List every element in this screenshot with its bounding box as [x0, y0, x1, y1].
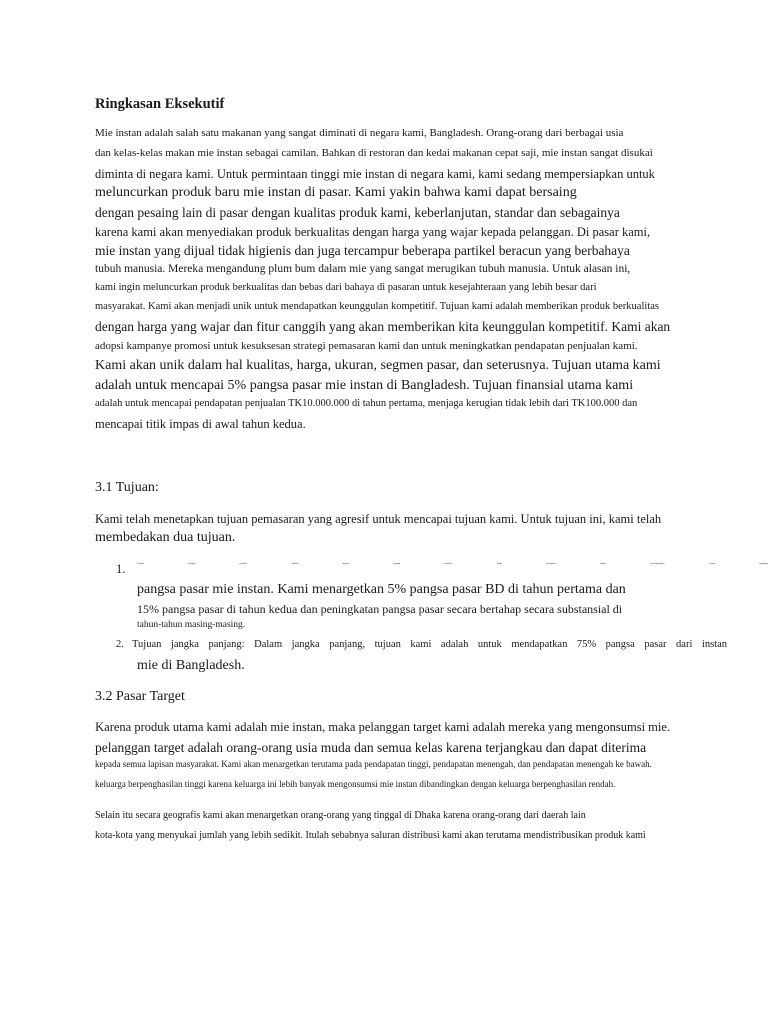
summary-line: adalah untuk mencapai 5% pangsa pasar mie instan di Bangladesh. Tujuan finansial utama kami — [95, 378, 634, 393]
tujuan-intro-line: Kami telah menetapkan tujuan pemasaran yang agresif untuk mencapai tujuan kami. Untuk tujuan ini, kami telah — [95, 512, 662, 526]
summary-line: dengan pesaing lain di pasar dengan kualitas produk kami, keberlanjutan, standar dan sebagainya — [95, 205, 620, 220]
list-item-line: mie di Bangladesh. — [137, 658, 245, 673]
summary-line: adalah untuk mencapai pendapatan penjualan TK10.000.000 di tahun pertama, menjaga kerugian tidak lebih dari TK100.000 dan — [95, 398, 638, 409]
summary-line: Mie instan adalah salah satu makanan yang sangat diminati di negara kami, Bangladesh. Orang-orang dari berbagai usia — [95, 127, 624, 139]
list-number: 1. — [116, 562, 126, 576]
list-item-long-term: Tujuan jangka panjang: Dalam jangka panjang, tujuan kami adalah untuk mendapatkan 75% pangsa pasar dari instan — [132, 639, 727, 650]
summary-line: dan kelas-kelas makan mie instan sebagai camilan. Bahkan di restoran dan kedai makanan cepat saji, mie instan sangat disukai — [95, 147, 653, 159]
page-title: Ringkasan Eksekutif — [95, 96, 225, 112]
summary-line: masyarakat. Kami akan menjadi unik untuk mendapatkan keunggulan kompetitif. Tujuan kami adalah memberikan produk berkualitas — [95, 301, 659, 312]
list-item-line: 15% pangsa pasar di tahun kedua dan peningkatan pangsa pasar secara bertahap secara substansial di — [137, 602, 623, 616]
summary-line: mie instan yang dijual tidak higienis dan juga tercampur beberapa partikel beracun yang berbahaya — [95, 243, 630, 258]
list-item-short-term: Tujuan jangka pendek: Dalam tujuan jangka pendek, kami bertujuan untuk meningkatkan secara bertahap — [137, 562, 768, 565]
summary-line: diminta di negara kami. Untuk permintaan tinggi mie instan di negara kami, kami sedang mempersiapkan untuk — [95, 167, 655, 181]
section-heading-pasar-target: 3.2 Pasar Target — [95, 689, 185, 704]
summary-line: tubuh manusia. Mereka mengandung plum bum dalam mie yang sangat merugikan tubuh manusia. Untuk alasan ini, — [95, 263, 631, 275]
tujuan-intro-line: membedakan dua tujuan. — [95, 530, 236, 545]
list-item-line: pangsa pasar mie instan. Kami menargetkan 5% pangsa pasar BD di tahun pertama dan — [137, 582, 626, 597]
pasar-target-line: kepada semua lapisan masyarakat. Kami akan menargetkan terutama pada pendapatan tinggi, pendapatan menengah, dan pendapatan menengah ke bawah. — [95, 759, 652, 769]
pasar-target-line: kota-kota yang menyukai jumlah yang lebih sedikit. Itulah sebabnya saluran distribusi kami akan terutama mendistribusikan produk kami — [95, 830, 646, 841]
summary-line: karena kami akan menyediakan produk berkualitas dengan harga yang wajar kepada pelanggan. Di pasar kami, — [95, 225, 651, 239]
pasar-target-line: pelanggan target adalah orang-orang usia muda dan semua kelas karena terjangkau dan dapat diterima — [95, 740, 647, 755]
summary-line: kami ingin meluncurkan produk berkualitas dan bebas dari bahaya di pasaran untuk kesejahteraan yang lebih besar dari — [95, 282, 597, 293]
section-heading-tujuan: 3.1 Tujuan: — [95, 480, 159, 495]
list-number: 2. — [116, 639, 124, 650]
pasar-target-line: Selain itu secara geografis kami akan menargetkan orang-orang yang tinggal di Dhaka karena orang-orang dari daerah lain — [95, 810, 586, 821]
pasar-target-line: Karena produk utama kami adalah mie instan, maka pelanggan target kami adalah mereka yang mengonsumsi mie. — [92, 720, 671, 734]
pasar-target-line: keluarga berpenghasilan tinggi karena keluarga ini lebih banyak mengonsumsi mie instan dibandingkan dengan keluarga berpenghasilan rendah. — [95, 779, 616, 789]
summary-line: mencapai titik impas di awal tahun kedua. — [95, 417, 306, 431]
summary-line: meluncurkan produk baru mie instan di pasar. Kami yakin bahwa kami dapat bersaing — [95, 185, 577, 200]
list-item-line: tahun-tahun masing-masing. — [137, 620, 246, 630]
summary-line: Kami akan unik dalam hal kualitas, harga, ukuran, segmen pasar, dan seterusnya. Tujuan utama kami — [95, 358, 661, 373]
summary-line: adopsi kampanye promosi untuk kesuksesan strategi pemasaran kami dan untuk meningkatkan pendapatan penjualan kami. — [95, 340, 638, 352]
summary-line: dengan harga yang wajar dan fitur canggih yang akan memberikan kita keunggulan kompetitif. Kami akan — [95, 319, 671, 334]
